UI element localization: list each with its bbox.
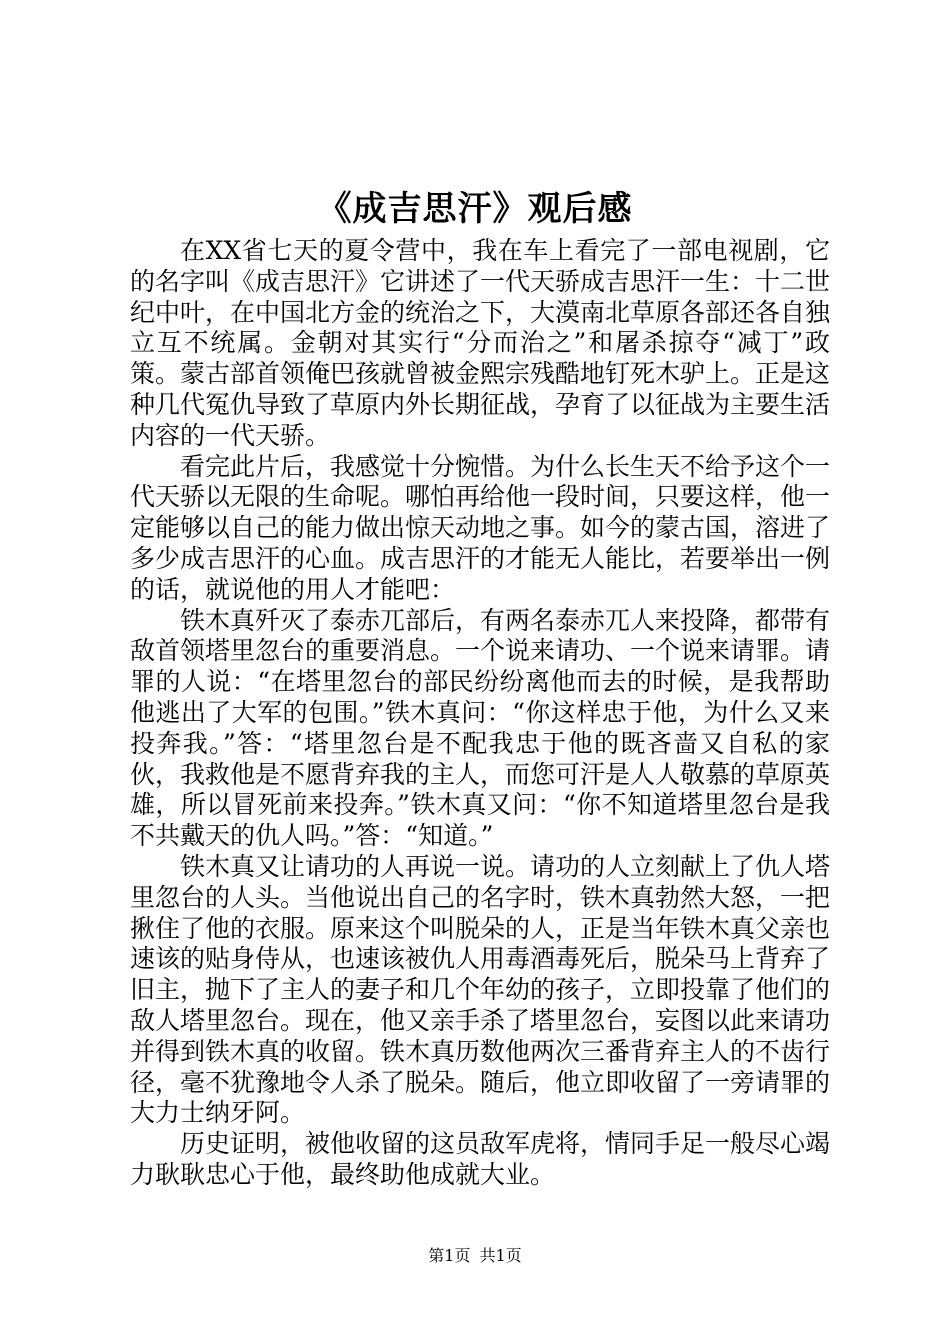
paragraph: 看完此片后，我感觉十分惋惜。为什么长生天不给予这个一代天骄以无限的生命呢。哪怕再给他一段时间，只要这样，他一定能够以自己的能力做出惊天动地之事。如今的蒙古国，溶进了多少成吉思汗的心血。成吉思汗的才能无人能比，若要举出一例的话，就说他的用人才能吧： bbox=[130, 451, 831, 604]
paragraph: 铁木真歼灭了泰赤兀部后，有两名泰赤兀人来投降，都带有敌首领塔里忽台的重要消息。一个说来请功、一个说来请罪。请罪的人说：“在塔里忽台的部民纷纷离他而去的时候，是我帮助他逃出了大军的包围。”铁木真问：“你这样忠于他，为什么又来投奔我。”答：“塔里忽台是不配我忠于他的既吝啬又自私的家伙，我救他是不愿背弃我的主人，而您可汗是人人敬慕的草原英雄，所以冒死前来投奔。”铁木真又问：“你不知道塔里忽台是我不共戴天的仇人吗。”答：“知道。” bbox=[130, 605, 831, 851]
paragraph: 在XX省七天的夏令营中，我在车上看完了一部电视剧，它的名字叫《成吉思汗》它讲述了一代天骄成吉思汗一生：十二世纪中叶，在中国北方金的统治之下，大漠南北草原各部还各自独立互不统属。金朝对其实行“分而治之”和屠杀掠夺“减丁”政策。蒙古部首领俺巴孩就曾被金熙宗残酷地钉死木驴上。正是这种几代冤仇导致了草原内外长期征战，孕育了以征战为主要生活内容的一代天骄。 bbox=[130, 236, 831, 450]
paragraph: 铁木真又让请功的人再说一说。请功的人立刻献上了仇人塔里忽台的人头。当他说出自己的名字时，铁木真勃然大怒，一把揪住了他的衣服。原来这个叫脱朵的人，正是当年铁木真父亲也速该的贴身侍从，也速该被仇人用毒酒毒死后，脱朵马上背弃了旧主，抛下了主人的妻子和几个年幼的孩子，立即投靠了他们的敌人塔里忽台。现在，他又亲手杀了塔里忽台，妄图以此来请功并得到铁木真的收留。铁木真历数他两次三番背弃主人的不齿行径，毫不犹豫地令人杀了脱朵。随后，他立即收留了一旁请罪的大力士纳牙阿。 bbox=[130, 851, 831, 1128]
paragraph: 历史证明，被他收留的这员敌军虎将，情同手足一般尽心竭力耿耿忠心于他，最终助他成就大业。 bbox=[130, 1129, 831, 1189]
document-title: 《成吉思汗》观后感 bbox=[317, 189, 633, 229]
document-body bbox=[130, 236, 830, 1191]
page-number-footer: 第1页 共1页 bbox=[428, 1246, 522, 1265]
